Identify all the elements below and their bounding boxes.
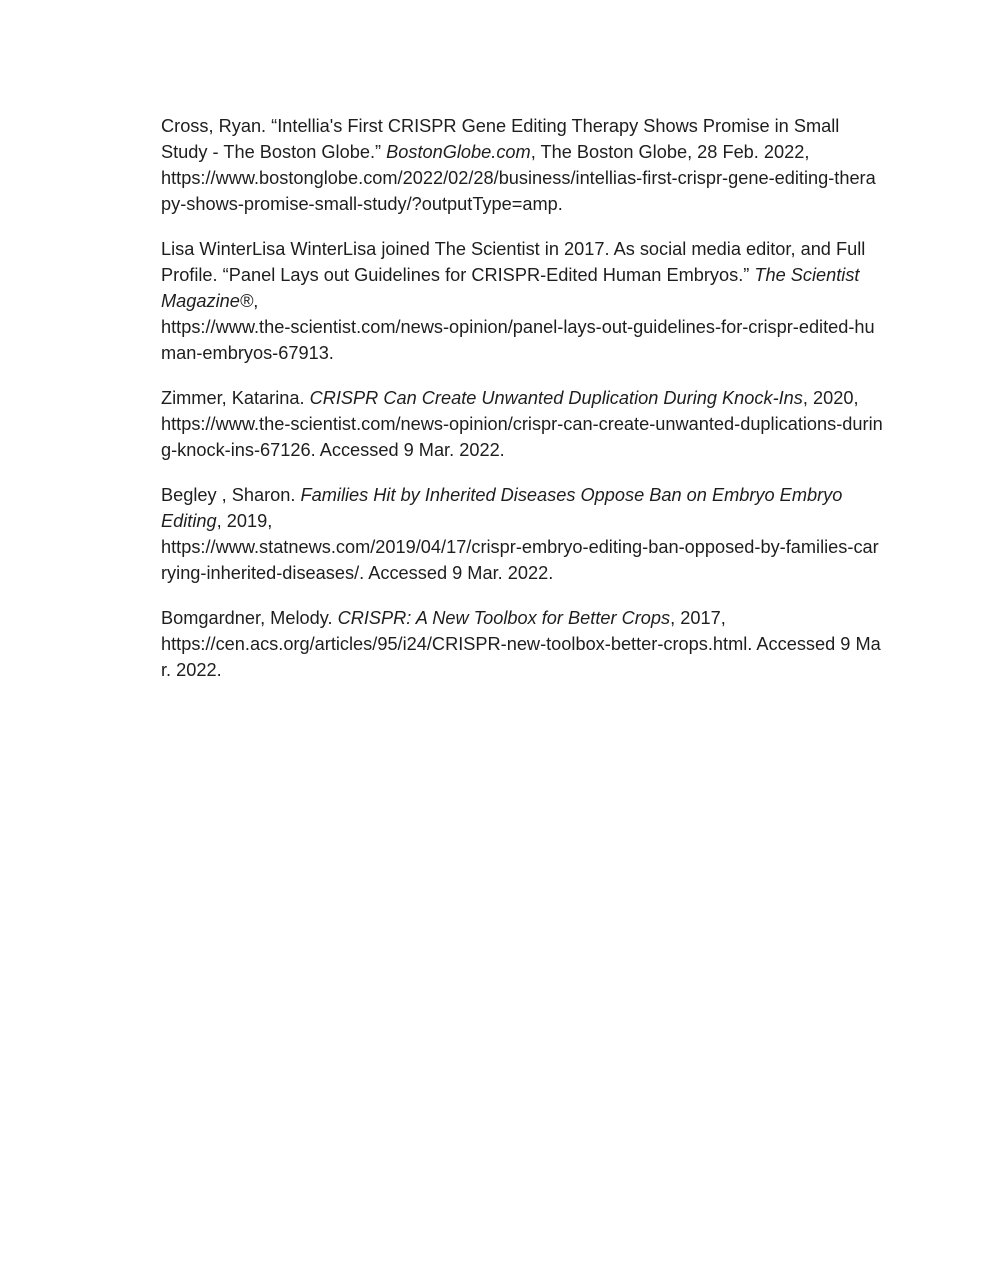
citation-url: https://www.statnews.com/2019/04/17/crispr-embryo-editing-ban-opposed-by-families-carrying-inherited-diseases/. Accessed 9 Mar. 2022. [161,537,879,583]
citation-text: Lisa WinterLisa WinterLisa joined The Scientist in 2017. As social media editor, and Full Profile. “Panel Lays out Guidelines for CRISPR-Edited Human Embryos.” [161,239,866,285]
citation-text: Cross, Ryan. “Intellia's First CRISPR Gene Editing Therapy Shows Promise in Small Study - The Boston Globe.” [161,116,840,162]
citation-entry [161,385,883,463]
citation-details: , [253,291,259,311]
citation-text: Begley , Sharon. [161,485,301,505]
citation-details: , 2019, [216,511,273,531]
citation-entry [161,236,883,366]
citation-source-title: Families Hit by Inherited Diseases Oppose Ban on Embryo Embryo Editing [161,485,843,531]
citation-text: Bomgardner, Melody. [161,608,338,628]
citation-source-title: BostonGlobe.com [386,142,531,162]
citation-url: https://cen.acs.org/articles/95/i24/CRISPR-new-toolbox-better-crops.html. Accessed 9 Mar. 2022. [161,634,881,680]
citation-text: Zimmer, Katarina. [161,388,310,408]
citation-url: https://www.the-scientist.com/news-opinion/panel-lays-out-guidelines-for-crispr-edited-human-embryos-67913. [161,317,875,363]
citation-entry [161,113,883,217]
citation-url: https://www.the-scientist.com/news-opinion/crispr-can-create-unwanted-duplications-during-knock-ins-67126. Accessed 9 Mar. 2022. [161,414,883,460]
citation-source-title: CRISPR Can Create Unwanted Duplication During Knock-Ins [309,388,803,408]
citation-url: https://www.bostonglobe.com/2022/02/28/business/intellias-first-crispr-gene-editing-therapy-shows-promise-small-study/?outputType=amp. [161,168,876,214]
works-cited-list [161,113,883,702]
citation-details: , The Boston Globe, 28 Feb. 2022, [530,142,810,162]
citation-details: , 2020, [802,388,859,408]
citation-source-title: The Scientist Magazine® [161,265,860,311]
citation-entry [161,605,883,683]
citation-details: , 2017, [670,608,726,628]
citation-entry [161,482,883,586]
citation-source-title: CRISPR: A New Toolbox for Better Crops [337,608,671,628]
